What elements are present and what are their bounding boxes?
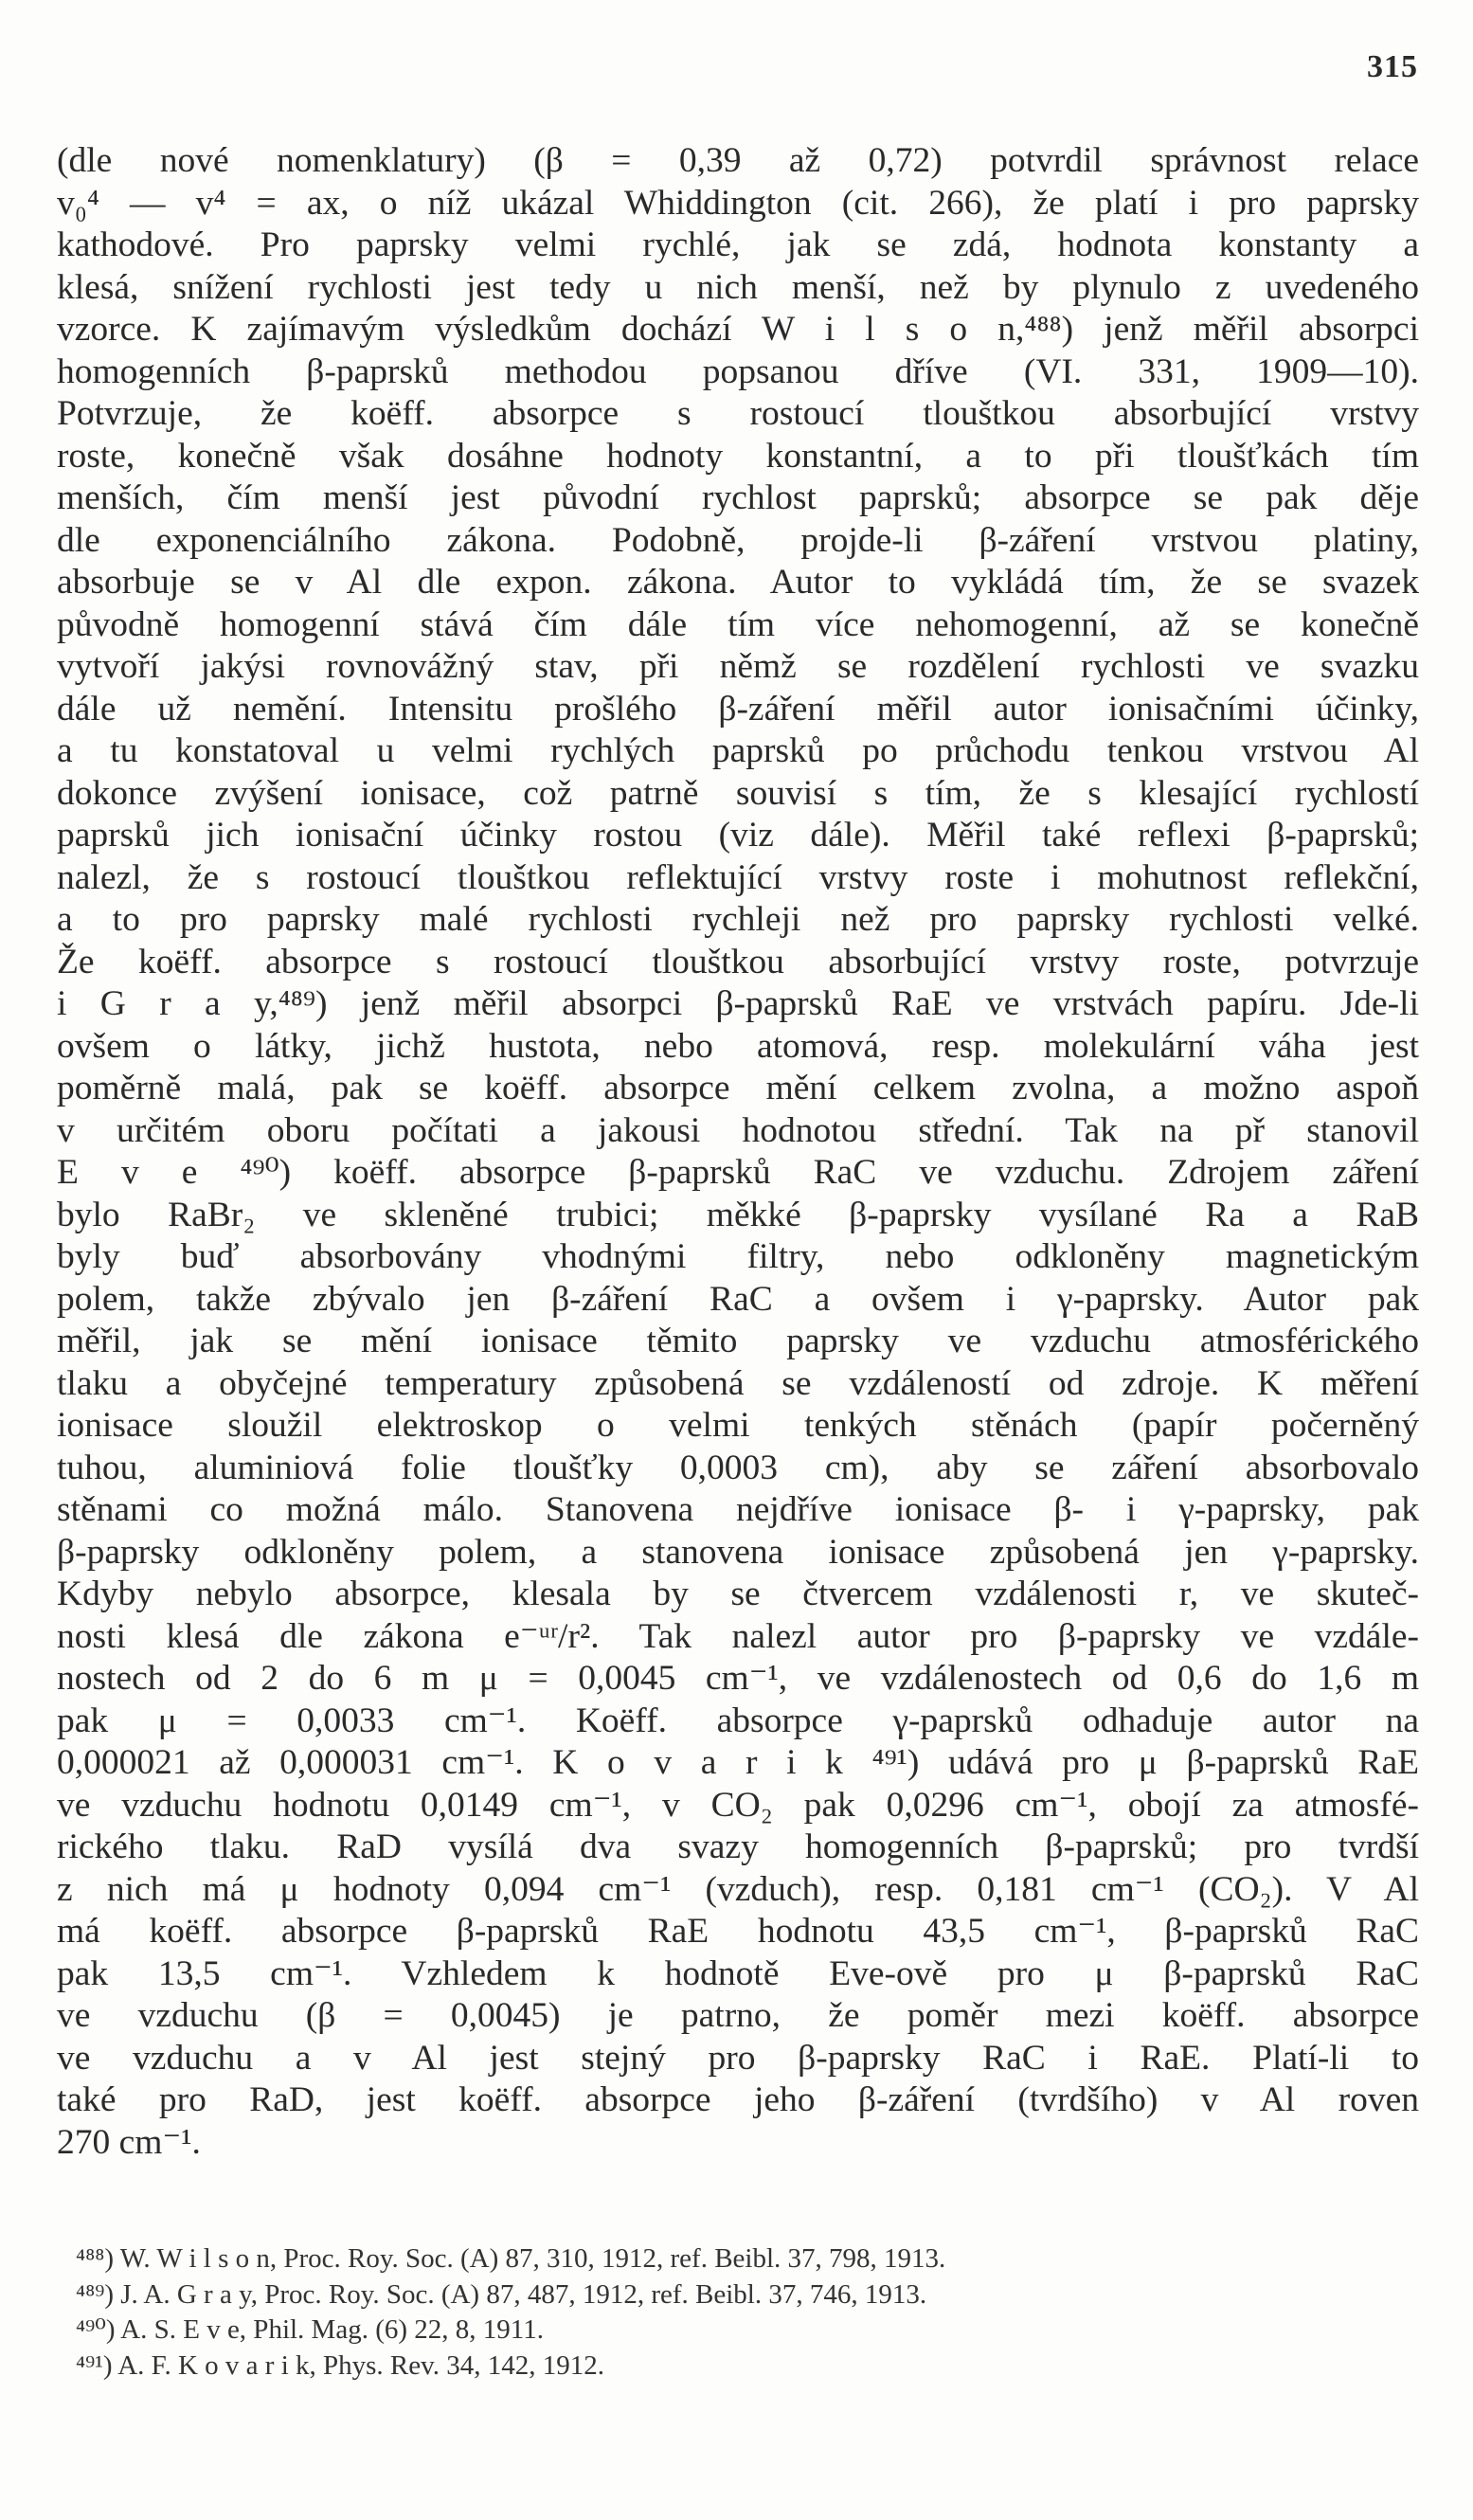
text-line: kathodové. Pro paprsky velmi rychlé, jak se zdá, hodnota konstanty a <box>57 225 1419 264</box>
text-line: i G r a y,⁴⁸⁹) jenž měřil absorpci β-paprsků RaE ve vrstvách papíru. Jde-li <box>57 984 1419 1023</box>
body-text <box>57 140 1419 2164</box>
text-line: bylo RaBr₂ ve skleněné trubici; měkké β-paprsky vysílané Ra a RaB <box>57 1195 1419 1234</box>
text-line: klesá, snížení rychlosti jest tedy u nich menší, než by plynulo z uvedeného <box>57 267 1419 307</box>
footnote: ⁴⁹¹) A. F. K o v a r i k, Phys. Rev. 34, 142, 1912. <box>76 2349 604 2381</box>
text-line: (dle nové nomenklatury) (β = 0,39 až 0,72) potvrdil správnost relace <box>57 141 1419 180</box>
text-line: vzorce. K zajímavým výsledkům dochází W i l s o n,⁴⁸⁸) jenž měřil absorpci <box>57 310 1419 349</box>
text-line: Kdyby nebylo absorpce, klesala by se čtvercem vzdálenosti r, ve skuteč- <box>57 1575 1419 1613</box>
text-line: ionisace sloužil elektroskop o velmi tenkých stěnách (papír počerněný <box>57 1406 1419 1445</box>
text-line: 0,000021 až 0,000031 cm⁻¹. K o v a r i k ⁴⁹¹) udává pro μ β-paprsků RaE <box>57 1743 1419 1782</box>
footnote: ⁴⁸⁹) J. A. G r a y, Proc. Roy. Soc. (A) 87, 487, 1912, ref. Beibl. 37, 746, 1913. <box>76 2278 927 2310</box>
text-line: v určitém oboru počítati a jakousi hodnotou střední. Tak na př stanovil <box>57 1110 1419 1150</box>
text-line: z nich má μ hodnoty 0,094 cm⁻¹ (vzduch), resp. 0,181 cm⁻¹ (CO₂). V Al <box>57 1869 1419 1909</box>
text-line: nosti klesá dle zákona e⁻ᵘʳ/r². Tak nalezl autor pro β-paprsky ve vzdále- <box>57 1616 1419 1656</box>
text-line: homogenních β-paprsků methodou popsanou dříve (VI. 331, 1909—10). <box>57 351 1419 391</box>
text-line: dále už nemění. Intensitu prošlého β-záření měřil autor ionisačními účinky, <box>57 689 1419 729</box>
text-line: také pro RaD, jest koëff. absorpce jeho β-záření (tvrdšího) v Al roven <box>57 2080 1419 2119</box>
text-line: a tu konstatoval u velmi rychlých paprsků po průchodu tenkou vrstvou Al <box>57 731 1419 770</box>
footnote: ⁴⁹⁰) A. S. E v e, Phil. Mag. (6) 22, 8, 1911. <box>76 2314 544 2345</box>
text-line: nostech od 2 do 6 m μ = 0,0045 cm⁻¹, ve vzdálenostech od 0,6 do 1,6 m <box>57 1659 1419 1698</box>
text-line: nalezl, že s rostoucí tlouštkou reflektující vrstvy roste i mohutnost reflekční, <box>57 857 1419 897</box>
text-line: roste, konečně však dosáhne hodnoty konstantní, a to při tloušťkách tím <box>57 436 1419 476</box>
text-line: ve vzduchu hodnotu 0,0149 cm⁻¹, v CO₂ pak 0,0296 cm⁻¹, obojí za atmosfé- <box>57 1785 1419 1825</box>
text-line: má koëff. absorpce β-paprsků RaE hodnotu 43,5 cm⁻¹, β-paprsků RaC <box>57 1912 1419 1951</box>
text-line: Že koëff. absorpce s rostoucí tlouštkou absorbující vrstvy roste, potvrzuje <box>57 942 1419 981</box>
text-line: pak 13,5 cm⁻¹. Vzhledem k hodnotě Eve-ově pro μ β-paprsků RaC <box>57 1953 1419 1993</box>
text-line: ovšem o látky, jichž hustota, nebo atomová, resp. molekulární váha jest <box>57 1026 1419 1066</box>
text-line: polem, takže zbývalo jen β-záření RaC a ovšem i γ-paprsky. Autor pak <box>57 1279 1419 1319</box>
page-number: 315 <box>1367 49 1418 84</box>
text-line: stěnami co možná málo. Stanovena nejdříve ionisace β- i γ-paprsky, pak <box>57 1490 1419 1529</box>
text-line: Potvrzuje, že koëff. absorpce s rostoucí tlouštkou absorbující vrstvy <box>57 394 1419 433</box>
text-line: 270 cm⁻¹. <box>57 2122 201 2162</box>
text-line: dle exponenciálního zákona. Podobně, projde-li β-záření vrstvou platiny, <box>57 520 1419 560</box>
text-line: absorbuje se v Al dle expon. zákona. Autor to vykládá tím, že se svazek <box>57 563 1419 602</box>
text-line: E v e ⁴⁹⁰) koëff. absorpce β-paprsků RaC ve vzduchu. Zdrojem záření <box>57 1153 1419 1192</box>
text-line: tuhou, aluminiová folie tloušťky 0,0003 cm), aby se záření absorbovalo <box>57 1448 1419 1487</box>
text-line: poměrně malá, pak se koëff. absorpce mění celkem zvolna, a možno aspoň <box>57 1069 1419 1107</box>
text-line: v₀⁴ — v⁴ = ax, o níž ukázal Whiddington (cit. 266), že platí i pro paprsky <box>57 183 1419 223</box>
text-line: dokonce zvýšení ionisace, což patrně souvisí s tím, že s klesající rychlostí <box>57 773 1419 813</box>
footnotes <box>76 2241 1421 2384</box>
text-line: měřil, jak se mění ionisace těmito paprsky ve vzduchu atmosférického <box>57 1322 1419 1360</box>
text-line: byly buď absorbovány vhodnými filtry, nebo odkloněny magnetickým <box>57 1237 1419 1276</box>
text-line: β-paprsky odkloněny polem, a stanovena ionisace způsobená jen γ-paprsky. <box>57 1532 1419 1572</box>
text-line: pak μ = 0,0033 cm⁻¹. Koëff. absorpce γ-paprsků odhaduje autor na <box>57 1701 1419 1740</box>
text-line: menších, čím menší jest původní rychlost paprsků; absorpce se pak děje <box>57 478 1419 517</box>
text-line: vytvoří jakýsi rovnovážný stav, při němž se rozdělení rychlosti ve svazku <box>57 647 1419 686</box>
text-line: rického tlaku. RaD vysílá dva svazy homogenních β-paprsků; pro tvrdší <box>57 1827 1419 1866</box>
text-line: tlaku a obyčejné temperatury způsobená se vzdáleností od zdroje. K měření <box>57 1363 1419 1403</box>
text-line: původně homogenní stává čím dále tím více nehomogenní, až se konečně <box>57 604 1419 644</box>
footnote: ⁴⁸⁸) W. W i l s o n, Proc. Roy. Soc. (A) 87, 310, 1912, ref. Beibl. 37, 798, 1913. <box>76 2243 946 2274</box>
text-line: paprsků jich ionisační účinky rostou (viz dále). Měřil také reflexi β-paprsků; <box>57 816 1419 855</box>
text-line: ve vzduchu a v Al jest stejný pro β-paprsky RaC i RaE. Platí-li to <box>57 2038 1419 2078</box>
text-line: a to pro paprsky malé rychlosti rychleji než pro paprsky rychlosti velké. <box>57 900 1419 939</box>
text-line: ve vzduchu (β = 0,0045) je patrno, že poměr mezi koëff. absorpce <box>57 1996 1419 2035</box>
